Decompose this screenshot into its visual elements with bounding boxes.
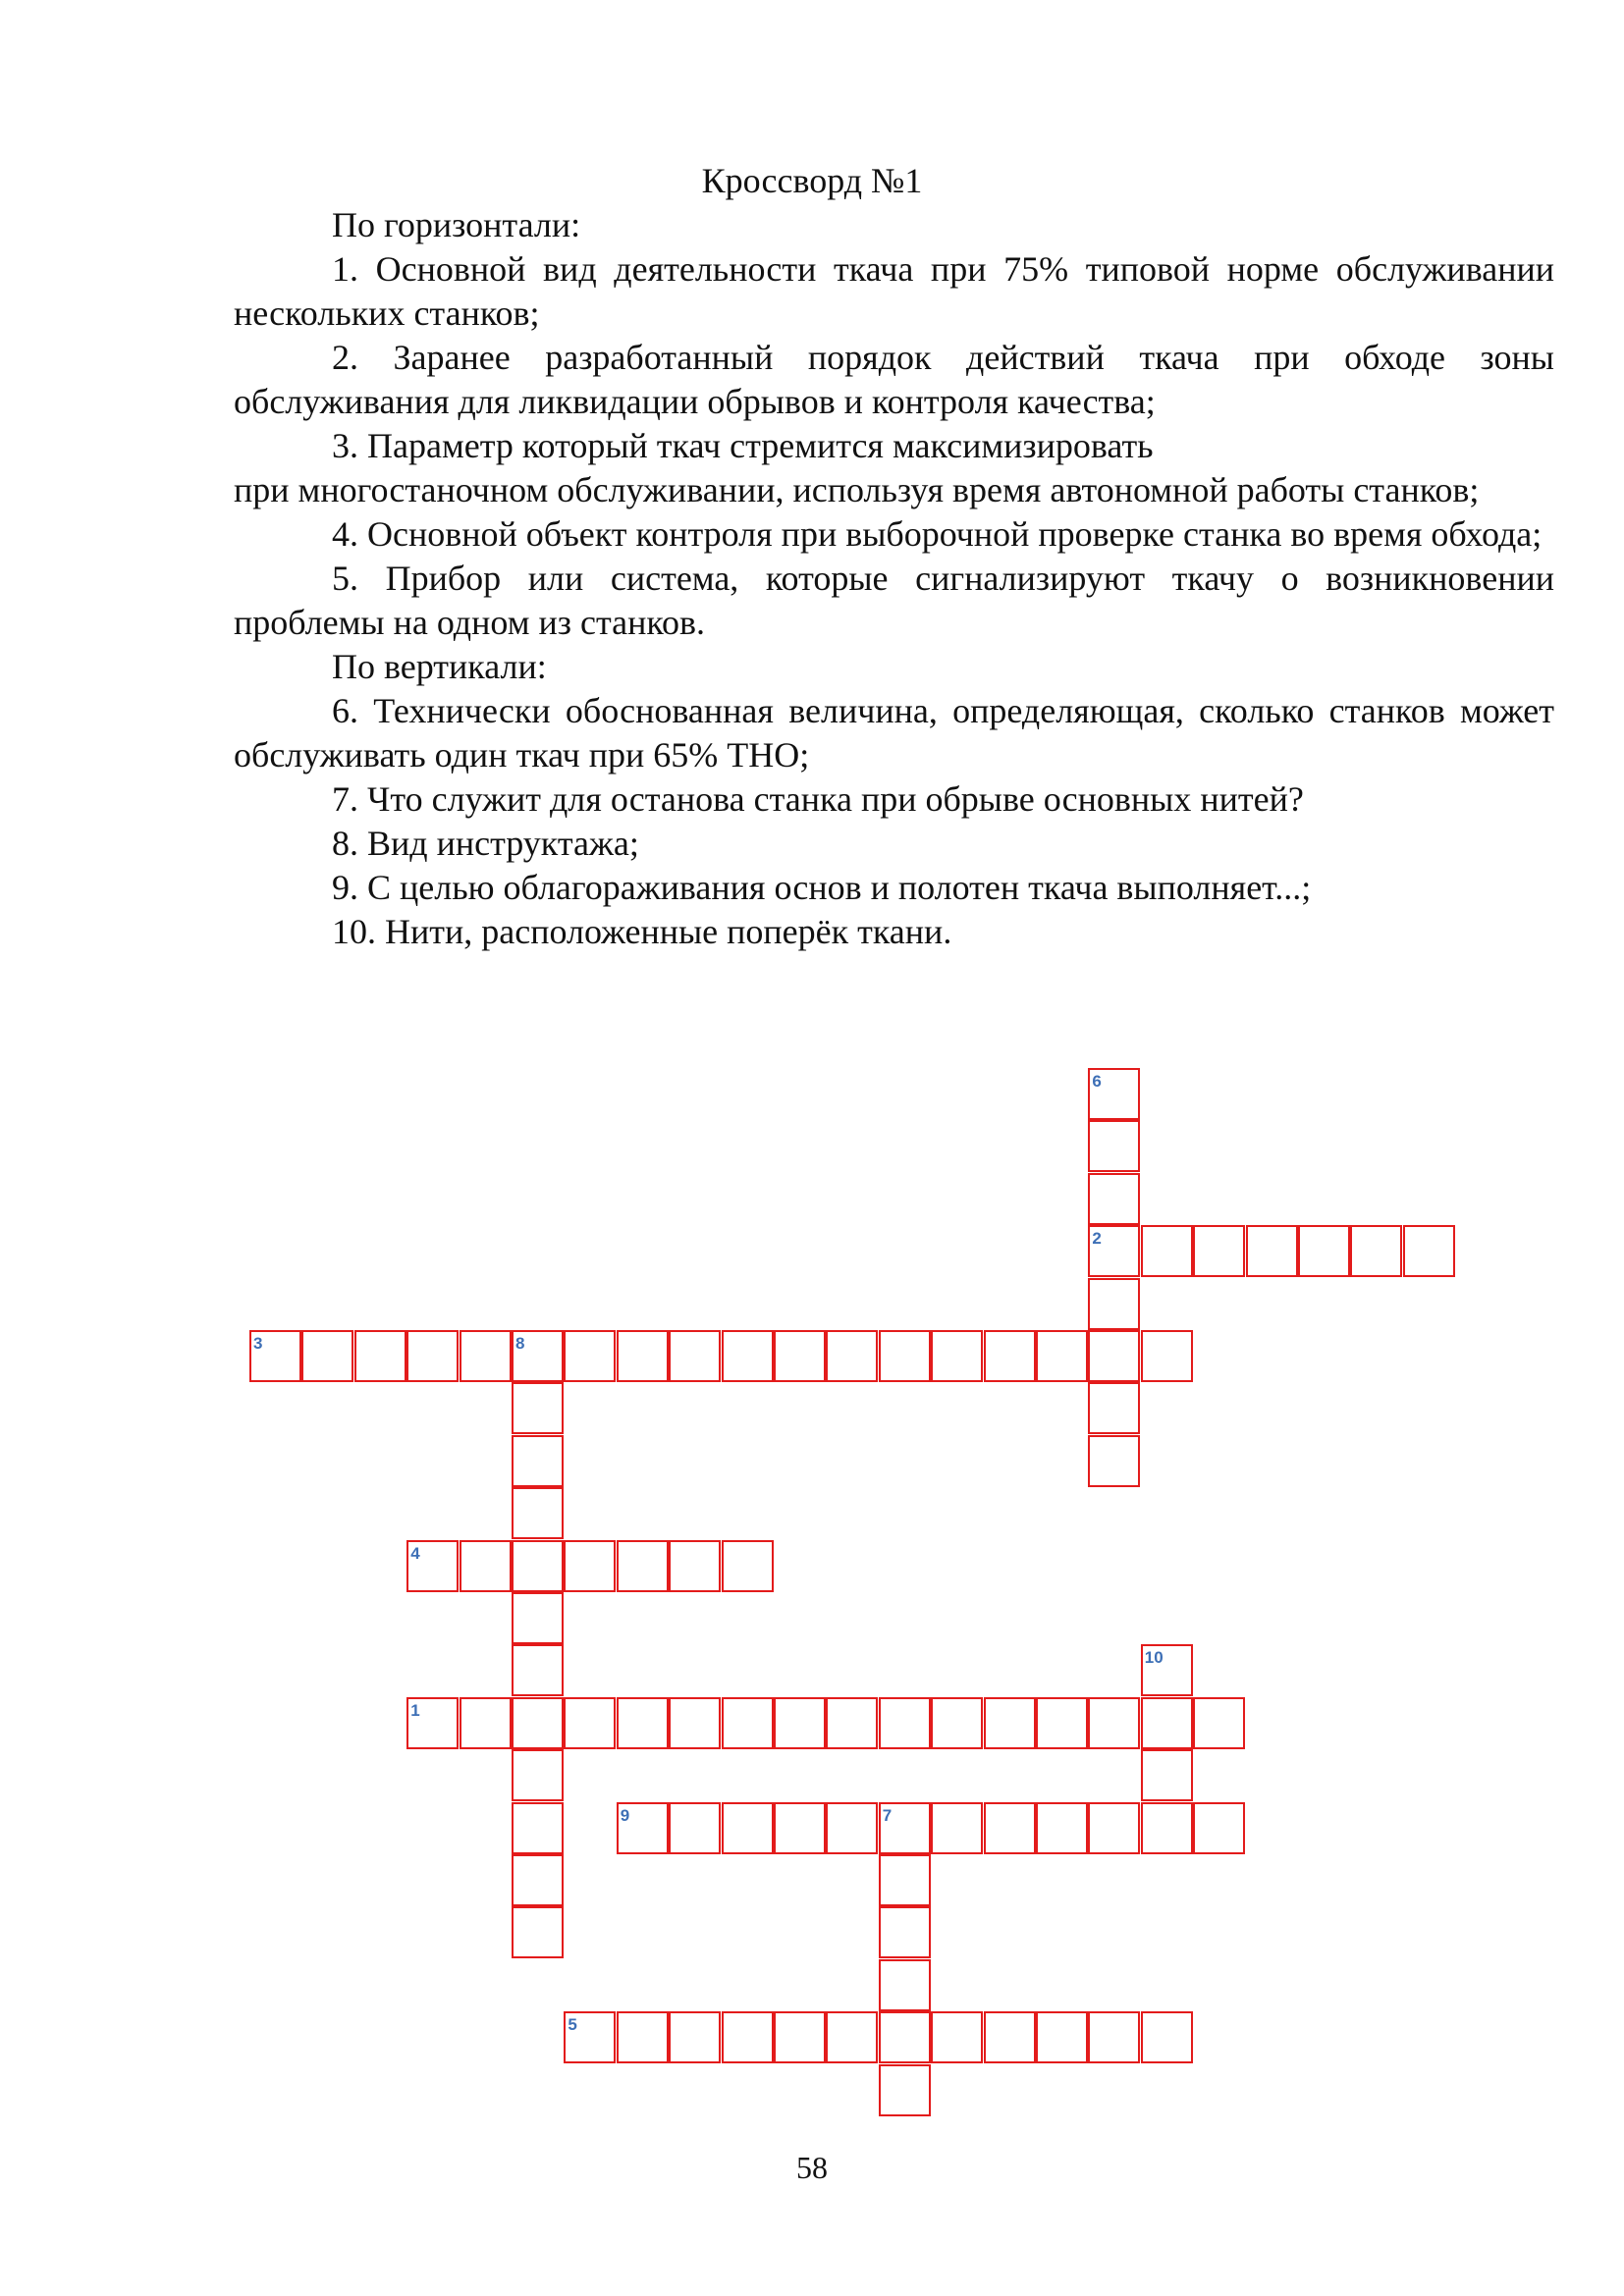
- crossword-cell[interactable]: [512, 1802, 564, 1854]
- crossword-cell[interactable]: [1141, 1802, 1193, 1854]
- crossword-cell[interactable]: [669, 1802, 721, 1854]
- crossword-cell[interactable]: [774, 1802, 826, 1854]
- crossword-cell[interactable]: [669, 1330, 721, 1382]
- crossword-cell[interactable]: [722, 1330, 774, 1382]
- crossword-cell[interactable]: [1141, 1697, 1193, 1749]
- crossword-cell[interactable]: [460, 1540, 512, 1592]
- page-title: Кроссворд №1: [701, 161, 923, 200]
- crossword-cell[interactable]: [931, 1330, 983, 1382]
- crossword-cell[interactable]: [1141, 1749, 1193, 1801]
- crossword-cell[interactable]: [722, 1802, 774, 1854]
- clue-across-3-continued: при многостаночном обслуживании, используя время автономной работы станков;: [234, 470, 1480, 509]
- crossword-cell[interactable]: [564, 1697, 616, 1749]
- crossword-cell[interactable]: [669, 1540, 721, 1592]
- crossword-cell[interactable]: [1088, 2011, 1140, 2063]
- crossword-cell[interactable]: [1088, 1278, 1140, 1330]
- crossword-cell[interactable]: [1193, 1802, 1245, 1854]
- crossword-cell[interactable]: [984, 1802, 1036, 1854]
- crossword-cell[interactable]: [617, 1697, 669, 1749]
- crossword-cell[interactable]: [460, 1697, 512, 1749]
- crossword-cell[interactable]: [1193, 1225, 1245, 1277]
- crossword-cell[interactable]: [301, 1330, 353, 1382]
- crossword-clue-number: 9: [620, 1805, 630, 1825]
- crossword-cell[interactable]: [879, 1697, 931, 1749]
- crossword-cell[interactable]: [617, 1540, 669, 1592]
- crossword-clue-number: 4: [410, 1543, 420, 1563]
- crossword-clue-number: 1: [410, 1700, 420, 1720]
- crossword-cell[interactable]: [931, 2011, 983, 2063]
- crossword-clue-number: 10: [1144, 1648, 1164, 1668]
- page-number: 58: [796, 2150, 828, 2185]
- crossword-cell[interactable]: [984, 1697, 1036, 1749]
- crossword-cell[interactable]: [1036, 1802, 1088, 1854]
- crossword-cell[interactable]: [1350, 1225, 1402, 1277]
- crossword-cell[interactable]: [617, 1330, 669, 1382]
- crossword-cell[interactable]: [879, 1906, 931, 1958]
- crossword-cell[interactable]: [1403, 1225, 1455, 1277]
- crossword-cell[interactable]: [722, 1540, 774, 1592]
- crossword-cell[interactable]: [1088, 1330, 1140, 1382]
- crossword-cell[interactable]: [406, 1330, 459, 1382]
- crossword-cell[interactable]: [879, 2064, 931, 2116]
- crossword-cell[interactable]: [460, 1330, 512, 1382]
- horizontal-heading: По горизонтали:: [332, 205, 581, 244]
- crossword-cell[interactable]: [931, 1802, 983, 1854]
- crossword-cell[interactable]: [1193, 1697, 1245, 1749]
- crossword-clue-number: 6: [1092, 1072, 1102, 1091]
- crossword-clue-number: 8: [515, 1334, 525, 1353]
- crossword-cell[interactable]: [722, 1697, 774, 1749]
- crossword-cell[interactable]: [512, 1906, 564, 1958]
- crossword-cell[interactable]: [774, 1697, 826, 1749]
- crossword-cell[interactable]: [1036, 1330, 1088, 1382]
- crossword-cell[interactable]: [512, 1435, 564, 1487]
- crossword-cell[interactable]: [1088, 1697, 1140, 1749]
- clue-down-7: 7. Что служит для останова станка при обрыве основных нитей?: [332, 779, 1304, 819]
- clue-across-2: 2. Заранее разработанный порядок действий ткача при обходе зоны обслуживания для ликвидации обрывов и контроля качества;: [234, 338, 1554, 421]
- clue-down-8: 8. Вид инструктажа;: [332, 824, 639, 863]
- clue-down-9: 9. С целью облагораживания основ и полотен ткача выполняет...;: [332, 868, 1312, 907]
- crossword-cell[interactable]: [1036, 2011, 1088, 2063]
- clue-down-6: 6. Технически обоснованная величина, определяющая, сколько станков может обслуживать один ткач при 65% ТНО;: [234, 691, 1554, 774]
- crossword-cell[interactable]: [931, 1697, 983, 1749]
- crossword-cell[interactable]: [512, 1697, 564, 1749]
- crossword-cell[interactable]: [1088, 1802, 1140, 1854]
- crossword-cell[interactable]: [774, 1330, 826, 1382]
- crossword-cell[interactable]: [1088, 1382, 1140, 1434]
- crossword-cell[interactable]: [512, 1487, 564, 1539]
- vertical-heading: По вертикали:: [332, 647, 547, 686]
- crossword-cell[interactable]: [1141, 2011, 1193, 2063]
- crossword-cell[interactable]: [354, 1330, 406, 1382]
- crossword-cell[interactable]: [512, 1592, 564, 1644]
- crossword-cell[interactable]: [1141, 1330, 1193, 1382]
- crossword-cell[interactable]: [879, 2011, 931, 2063]
- crossword-cell[interactable]: [512, 1854, 564, 1906]
- clue-across-5: 5. Прибор или система, которые сигнализируют ткачу о возникновении проблемы на одном из станков.: [234, 559, 1554, 642]
- crossword-cell[interactable]: [669, 1697, 721, 1749]
- crossword-cell[interactable]: [1088, 1435, 1140, 1487]
- crossword-cell[interactable]: [1036, 1697, 1088, 1749]
- crossword-cell[interactable]: [564, 1330, 616, 1382]
- crossword-cell[interactable]: [826, 1330, 878, 1382]
- crossword-cell[interactable]: [984, 2011, 1036, 2063]
- crossword-cell[interactable]: [617, 2011, 669, 2063]
- crossword-cell[interactable]: [512, 1540, 564, 1592]
- crossword-clue-number: 2: [1092, 1229, 1102, 1249]
- crossword-cell[interactable]: [826, 1802, 878, 1854]
- crossword-cell[interactable]: [826, 1697, 878, 1749]
- crossword-cell[interactable]: [826, 2011, 878, 2063]
- clue-across-1: 1. Основной вид деятельности ткача при 75% типовой норме обслуживании нескольких станков;: [234, 249, 1554, 333]
- crossword-cell[interactable]: [1088, 1120, 1140, 1172]
- crossword-cell[interactable]: [564, 1540, 616, 1592]
- crossword-cell[interactable]: [984, 1330, 1036, 1382]
- crossword-cell[interactable]: [722, 2011, 774, 2063]
- clue-down-10: 10. Нити, расположенные поперёк ткани.: [332, 912, 952, 951]
- crossword-cell[interactable]: [512, 1749, 564, 1801]
- crossword-cell[interactable]: [512, 1644, 564, 1696]
- crossword-cell[interactable]: [1298, 1225, 1350, 1277]
- crossword-clue-number: 3: [253, 1334, 263, 1353]
- crossword-cell[interactable]: [879, 1854, 931, 1906]
- crossword-clue-number: 7: [882, 1805, 893, 1825]
- crossword-cell[interactable]: [1246, 1225, 1298, 1277]
- crossword-cell[interactable]: [774, 2011, 826, 2063]
- crossword-cell[interactable]: [1088, 1173, 1140, 1225]
- clue-across-3: 3. Параметр который ткач стремится максимизировать: [332, 426, 1154, 465]
- crossword-cell[interactable]: [1141, 1225, 1193, 1277]
- crossword-clue-number: 5: [568, 2015, 577, 2035]
- crossword-cell[interactable]: [669, 2011, 721, 2063]
- crossword-cell[interactable]: [879, 1330, 931, 1382]
- crossword-cell[interactable]: [512, 1382, 564, 1434]
- crossword-cell[interactable]: [879, 1959, 931, 2011]
- clue-across-4: 4. Основной объект контроля при выборочной проверке станка во время обхода;: [332, 514, 1543, 554]
